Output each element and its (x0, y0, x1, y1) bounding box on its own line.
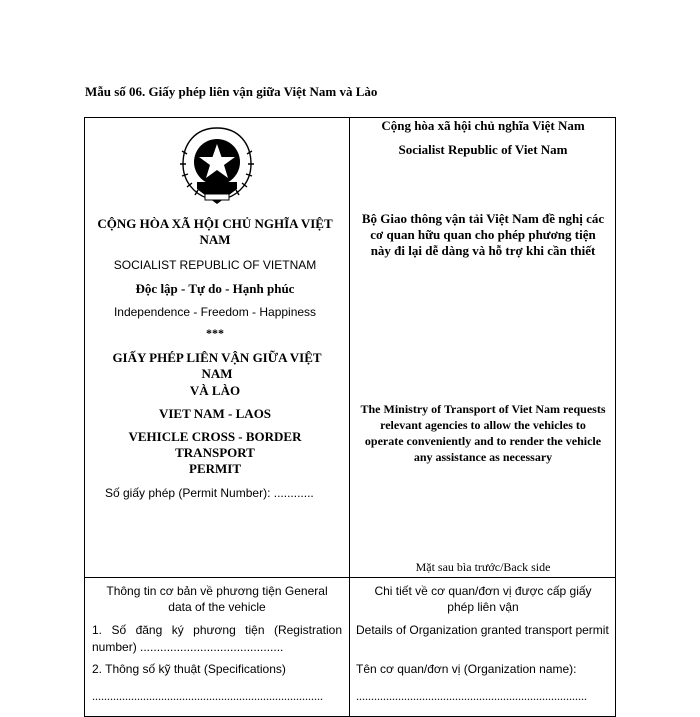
ministry-request-en: The Ministry of Transport of Viet Nam requests relevant agencies to allow the vehicles to operate conveniently and to render the vehicle any assistance as necessary (360, 402, 606, 464)
country-name-vn: CỘNG HÒA XÃ HỘI CHỦ NGHĨA VIỆT NAM (97, 216, 333, 247)
vehicle-data-heading: Thông tin cơ bản về phương tiện General data of the vehicle (106, 584, 328, 614)
row-divider (84, 577, 616, 578)
organization-heading: Chi tiết về cơ quan/đơn vị được cấp giấy phép liên vận (374, 584, 592, 614)
form-title: Mẫu số 06. Giấy phép liên vận giữa Việt Nam và Lào (85, 84, 378, 99)
permit-title-en-line2: PERMIT (189, 461, 241, 476)
registration-number-field: 1. Số đăng ký phương tiện (Registration number) ........................................... (92, 623, 342, 654)
separator: *** (206, 326, 224, 340)
organization-name-dots: ............................................................................. (356, 689, 587, 703)
organization-name-field: Tên cơ quan/đơn vị (Organization name): (356, 662, 577, 676)
back-side-label: Mặt sau bìa trước/Back side (415, 560, 551, 574)
country-name-en-right: Socialist Republic of Viet Nam (398, 142, 568, 157)
motto-vn: Độc lập - Tự do - Hạnh phúc (135, 281, 295, 296)
route-label: VIET NAM - LAOS (158, 406, 272, 421)
specifications-field: 2. Thông số kỹ thuật (Specifications) (92, 662, 286, 676)
permit-title-vn-line1: GIẤY PHÉP LIÊN VẬN GIỮA VIỆT NAM (112, 350, 322, 381)
specifications-dots: ............................................................................. (92, 689, 323, 703)
column-divider (349, 117, 350, 717)
country-name-vn-right: Cộng hòa xã hội chủ nghĩa Việt Nam (381, 118, 585, 133)
ministry-request-vn: Bộ Giao thông vận tải Việt Nam đề nghị các cơ quan hữu quan cho phép phương tiện này đi lại dễ dàng và hỗ trợ khi cần thiết (361, 211, 605, 258)
permit-number-field: Số giấy phép (Permit Number): ............ (105, 486, 314, 500)
motto-en: Independence - Freedom - Happiness (113, 305, 317, 319)
organization-details-label: Details of Organization granted transport permit (356, 623, 609, 637)
permit-title-en-line1: VEHICLE CROSS - BORDER TRANSPORT (128, 429, 302, 460)
country-name-en: SOCIALIST REPUBLIC OF VIETNAM (113, 258, 317, 272)
permit-title-vn-line2: VÀ LÀO (189, 383, 241, 398)
national-emblem-icon (177, 124, 257, 208)
